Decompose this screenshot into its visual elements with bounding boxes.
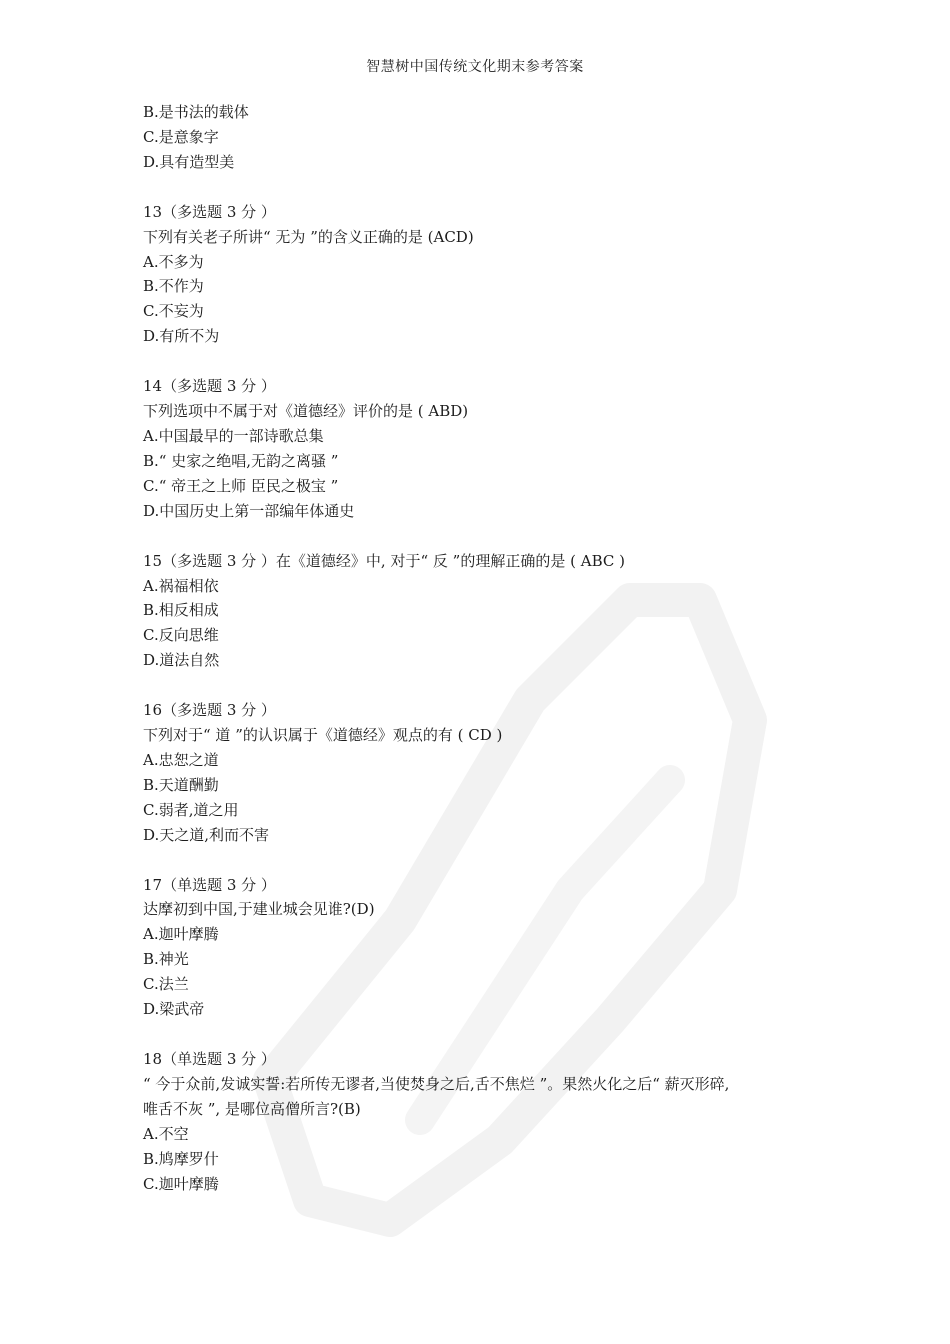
option: D.道法自然 [143,651,220,670]
question-header: 15（多选题 3 分 ）在《道德经》中, 对于“ 反 ”的理解正确的是 ( ABC ) [143,551,625,570]
option: A.迦叶摩腾 [143,925,219,944]
question-stem: 达摩初到中国,于建业城会见谁?(D) [143,900,375,919]
question-15 [143,549,833,674]
question-header: 13（多选题 3 分 ） [143,202,276,221]
option: D.梁武帝 [143,1000,205,1019]
option: C.是意象字 [143,127,219,146]
question-stem: 唯舌不灰 ”, 是哪位高僧所言?(B) [143,1099,361,1118]
question-18 [143,1047,833,1196]
question-13 [143,200,833,349]
option: C.法兰 [143,975,189,994]
option: B.“ 史家之绝唱,无韵之离骚 ” [143,451,339,470]
option: C.弱者,道之用 [143,800,239,819]
option: B.相反相成 [143,601,219,620]
option: D.有所不为 [143,327,220,346]
question-header: 14（多选题 3 分 ） [143,377,276,396]
question-list [143,100,833,1196]
option: A.中国最早的一部诗歌总集 [143,426,324,445]
question-stem: 下列对于“ 道 ”的认识属于《道德经》观点的有 ( CD ) [143,726,503,745]
question-stem: 下列选项中不属于对《道德经》评价的是 ( ABD) [143,402,469,421]
option: A.忠恕之道 [143,750,219,769]
option: C.反向思维 [143,626,219,645]
question-stem: “ 今于众前,发诚实誓:若所传无谬者,当使焚身之后,舌不焦烂 ”。果然火化之后“ 薪灭形碎, [143,1074,730,1093]
question-header: 16（多选题 3 分 ） [143,701,276,720]
option: B.是书法的载体 [143,103,249,121]
question-17 [143,873,833,1022]
question-header: 17（单选题 3 分 ） [143,875,276,894]
option: B.不作为 [143,277,204,296]
page-header: 智慧树中国传统文化期末参考答案 [366,59,584,75]
option: A.不空 [143,1124,189,1143]
option: D.天之道,利而不害 [143,825,270,844]
option: B.天道酬勤 [143,775,219,794]
question-16 [143,698,833,847]
option: B.神光 [143,950,189,969]
question-header: 18（单选题 3 分 ） [143,1050,276,1068]
option: A.不多为 [143,252,204,271]
option: C.不妄为 [143,302,204,321]
option: B.鸠摩罗什 [143,1149,219,1168]
question-stem: 下列有关老子所讲“ 无为 ”的含义正确的是 (ACD) [143,227,474,246]
option: D.具有造型美 [143,152,235,171]
option: D.中国历史上第一部编年体通史 [143,501,355,520]
option: C.迦叶摩腾 [143,1174,219,1193]
question-14 [143,374,833,523]
option: C.“ 帝王之上师 臣民之极宝 ” [143,476,339,495]
previous-question-options [143,100,833,175]
option: A.祸福相依 [143,576,219,595]
